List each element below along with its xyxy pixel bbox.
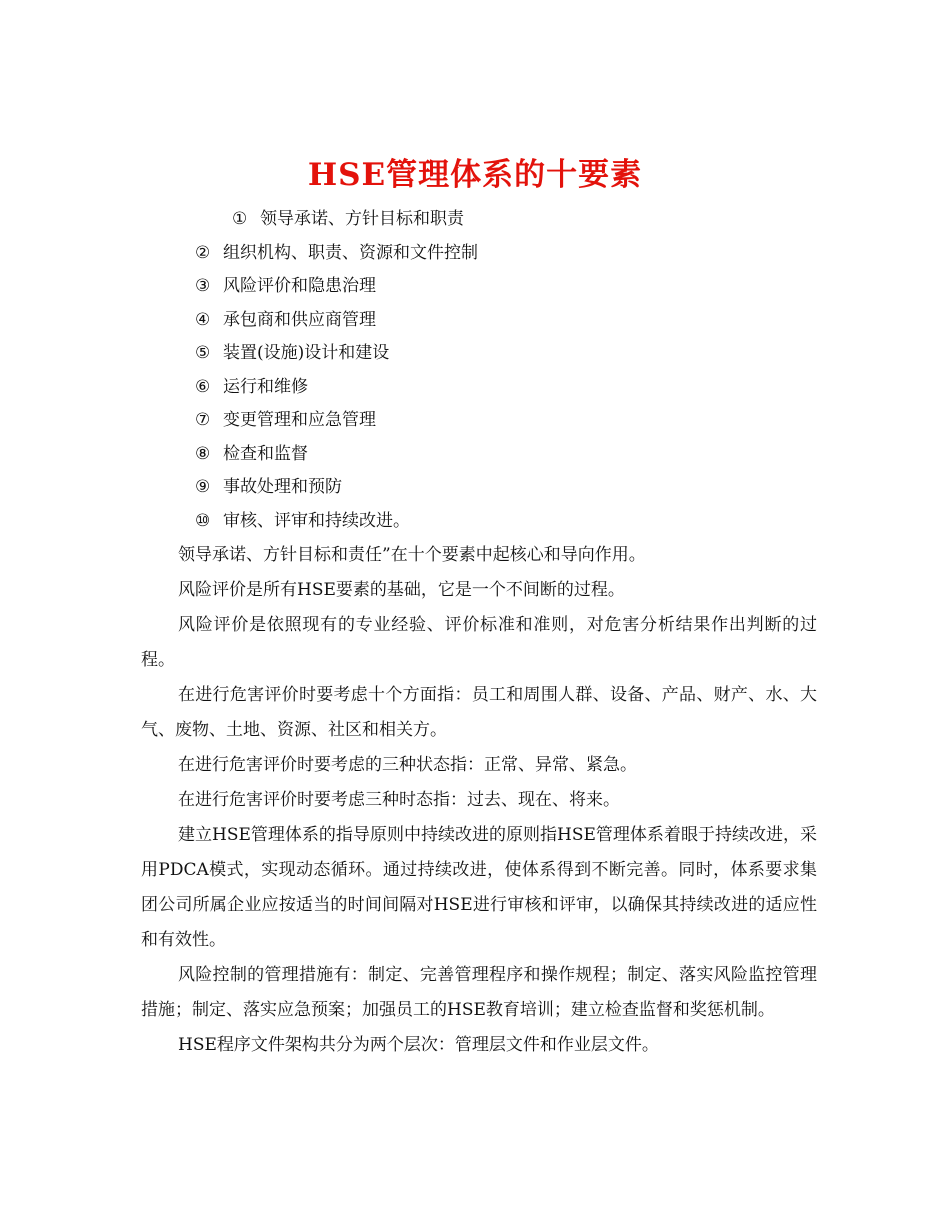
paragraph-three-states: 在进行危害评价时要考虑的三种状态指：正常、异常、紧急。	[178, 755, 637, 775]
list-item-text: 装置(设施)设计和建设	[223, 343, 390, 363]
paragraph-document-structure: HSE程序文件架构共分为两个层次：管理层文件和作业层文件。	[178, 1035, 659, 1055]
list-item	[195, 371, 478, 405]
list-item	[195, 404, 478, 438]
list-item-number: ⑤	[195, 343, 211, 363]
list-item-text: 承包商和供应商管理	[223, 309, 376, 330]
list-item-number: ③	[195, 276, 211, 296]
paragraph-control-measures: 风险控制的管理措施有：制定、完善管理程序和操作规程；制定、落实风险监控管理措施；制定、落实应急预案；加强员工的HSE教育培训；建立检查监督和奖惩机制。	[141, 965, 817, 1020]
list-item-number: ④	[195, 309, 211, 330]
paragraph-core-role: 领导承诺、方针目标和责任”在十个要素中起核心和导向作用。	[178, 545, 646, 565]
list-item-number: ⑨	[195, 477, 211, 497]
list-item-text: 事故处理和预防	[223, 477, 342, 497]
list-item	[195, 337, 478, 371]
list-item-text: 审核、评审和持续改进。	[223, 510, 410, 531]
list-item-number: ⑧	[195, 443, 211, 464]
list-item-number: ⑦	[195, 410, 211, 430]
list-item-number: ①	[232, 209, 248, 229]
list-item-text: 运行和维修	[223, 376, 308, 397]
list-item-number: ⑩	[195, 510, 211, 531]
paragraph-continuous-improvement: 建立HSE管理体系的指导原则中持续改进的原则指HSE管理体系着眼于持续改进，采用PDCA模式，实现动态循环。通过持续改进，使体系得到不断完善。同时，体系要求集团公司所属企业应按适当的时间间隔对HSE进行审核和评审，以确保其持续改进的适应性和有效性。	[141, 825, 817, 950]
body-text	[141, 538, 817, 1063]
list-item	[195, 203, 478, 237]
page-title: HSE管理体系的十要素	[307, 156, 643, 193]
list-item-text: 变更管理和应急管理	[223, 410, 376, 430]
list-item	[195, 304, 478, 338]
list-item-text: 组织机构、职责、资源和文件控制	[223, 242, 478, 263]
list-item	[195, 237, 478, 271]
list-item-number: ⑥	[195, 376, 211, 397]
list-item	[195, 505, 478, 539]
list-item-text: 检查和监督	[223, 443, 308, 464]
paragraph-risk-basis: 风险评价是所有HSE要素的基础，它是一个不间断的过程。	[178, 580, 625, 600]
list-item-number: ②	[195, 242, 211, 263]
list-item	[195, 270, 478, 304]
paragraph-risk-definition: 风险评价是依照现有的专业经验、评价标准和准则，对危害分析结果作出判断的过程。	[141, 615, 817, 670]
list-item	[195, 471, 478, 505]
list-item	[195, 438, 478, 472]
list-item-text: 领导承诺、方针目标和职责	[260, 209, 464, 229]
paragraph-three-tenses: 在进行危害评价时要考虑三种时态指：过去、现在、将来。	[178, 790, 620, 810]
paragraph-ten-aspects: 在进行危害评价时要考虑十个方面指：员工和周围人群、设备、产品、财产、水、大气、废物、土地、资源、社区和相关方。	[141, 685, 817, 740]
list-item-text: 风险评价和隐患治理	[223, 276, 376, 296]
ten-elements-list	[195, 203, 478, 538]
